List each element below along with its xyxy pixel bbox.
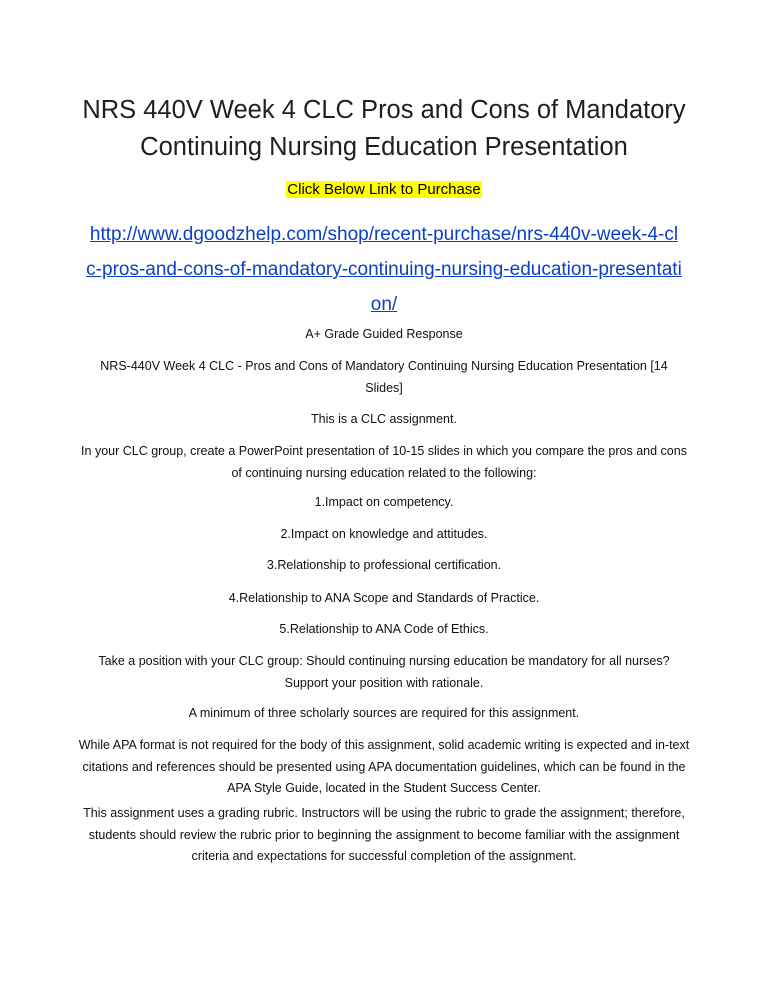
list-item: 3.Relationship to professional certification. [266, 558, 502, 572]
course-heading: NRS-440V Week 4 CLC - Pros and Cons of Mandatory Continuing Nursing Education Presentation [14 Slides] [100, 359, 668, 395]
list-item: 5.Relationship to ANA Code of Ethics. [279, 622, 489, 636]
position-prompt: Take a position with your CLC group: Should continuing nursing education be mandatory for all nurses? Support your position with rationale. [98, 654, 670, 690]
purchase-prompt: Click Below Link to Purchase [287, 181, 481, 198]
assignment-type: This is a CLC assignment. [311, 412, 457, 426]
grade-note: A+ Grade Guided Response [305, 327, 463, 341]
document-title: NRS 440V Week 4 CLC Pros and Cons of Mandatory Continuing Nursing Education Presentation [82, 96, 686, 161]
rubric-note: This assignment uses a grading rubric. Instructors will be using the rubric to grade the assignment; therefore, students should review the rubric prior to beginning the assignment to become familiar with the assignment criteria and expectations for successful completion of the assignment. [83, 806, 685, 863]
purchase-link[interactable]: http://www.dgoodzhelp.com/shop/recent-purchase/nrs-440v-week-4-clc-pros-and-cons-of-mandatory-continuing-nursing-education-presentation/ [86, 224, 682, 315]
list-item: 2.Impact on knowledge and attitudes. [280, 527, 488, 541]
list-item: 1.Impact on competency. [314, 495, 454, 509]
apa-note: While APA format is not required for the body of this assignment, solid academic writing is expected and in-text citations and references should be presented using APA documentation guidelines, which can be found in the APA Style Guide, located in the Student Success Center. [78, 738, 690, 795]
instructions-paragraph: In your CLC group, create a PowerPoint presentation of 10-15 slides in which you compare the pros and cons of continuing nursing education related to the following: [81, 444, 687, 480]
sources-note: A minimum of three scholarly sources are required for this assignment. [188, 706, 580, 720]
purchase-prompt-line [0, 180, 768, 200]
list-item: 4.Relationship to ANA Scope and Standards of Practice. [228, 591, 540, 605]
